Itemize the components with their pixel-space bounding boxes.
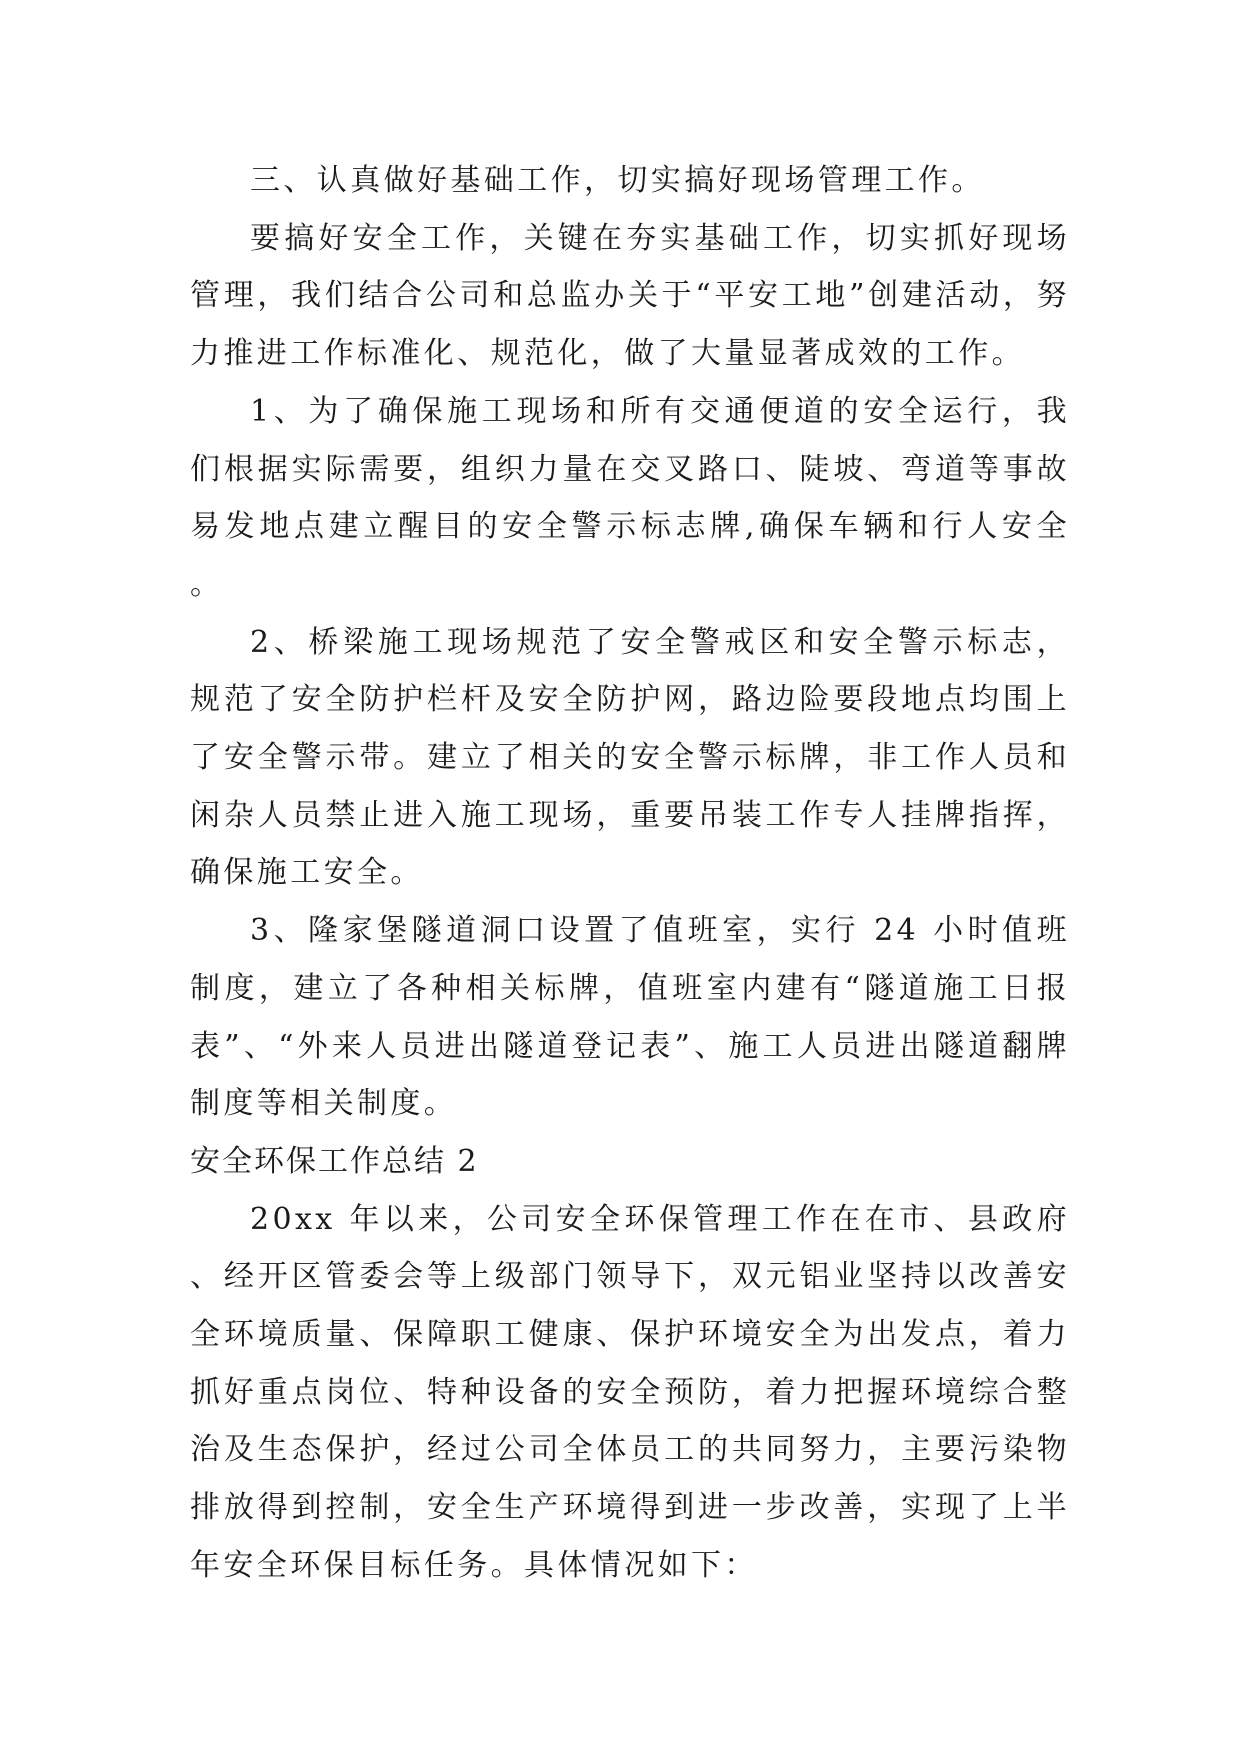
- paragraph-item-1: 1、为了确保施工现场和所有交通便道的安全运行，我们根据实际需要，组织力量在交叉路口、陡坡、弯道等事故易发地点建立醒目的安全警示标志牌,确保车辆和行人安全。: [190, 393, 1070, 602]
- document-body: [190, 152, 1070, 1595]
- paragraph-intro: 要搞好安全工作，关键在夯实基础工作，切实抓好现场管理，我们结合公司和总监办关于“平安工地”创建活动，努力推进工作标准化、规范化，做了大量显著成效的工作。: [190, 220, 1070, 372]
- paragraph-item-2: 2、桥梁施工现场规范了安全警戒区和安全警示标志，规范了安全防护栏杆及安全防护网，路边险要段地点均围上了安全警示带。建立了相关的安全警示标牌，非工作人员和闲杂人员禁止进入施工现场，重要吊装工作专人挂牌指挥，确保施工安全。: [190, 624, 1070, 891]
- paragraph-item-3: 3、隆家堡隧道洞口设置了值班室，实行 24 小时值班制度，建立了各种相关标牌，值班室内建有“隧道施工日报表”、“外来人员进出隧道登记表”、施工人员进出隧道翻牌制度等相关制度。: [190, 913, 1070, 1122]
- section-title: 安全环保工作总结 2: [190, 1143, 479, 1179]
- heading-section-three: 三、认真做好基础工作，切实搞好现场管理工作。: [250, 163, 985, 198]
- paragraph-summary: 20xx 年以来，公司安全环保管理工作在在市、县政府、经开区管委会等上级部门领导下，双元铝业坚持以改善安全环境质量、保障职工健康、保护环境安全为出发点，着力抓好重点岗位、特种设备的安全预防，着力把握环境综合整治及生态保护，经过公司全体员工的共同努力，主要污染物排放得到控制，安全生产环境得到进一步改善，实现了上半年安全环保目标任务。具体情况如下：: [190, 1201, 1070, 1583]
